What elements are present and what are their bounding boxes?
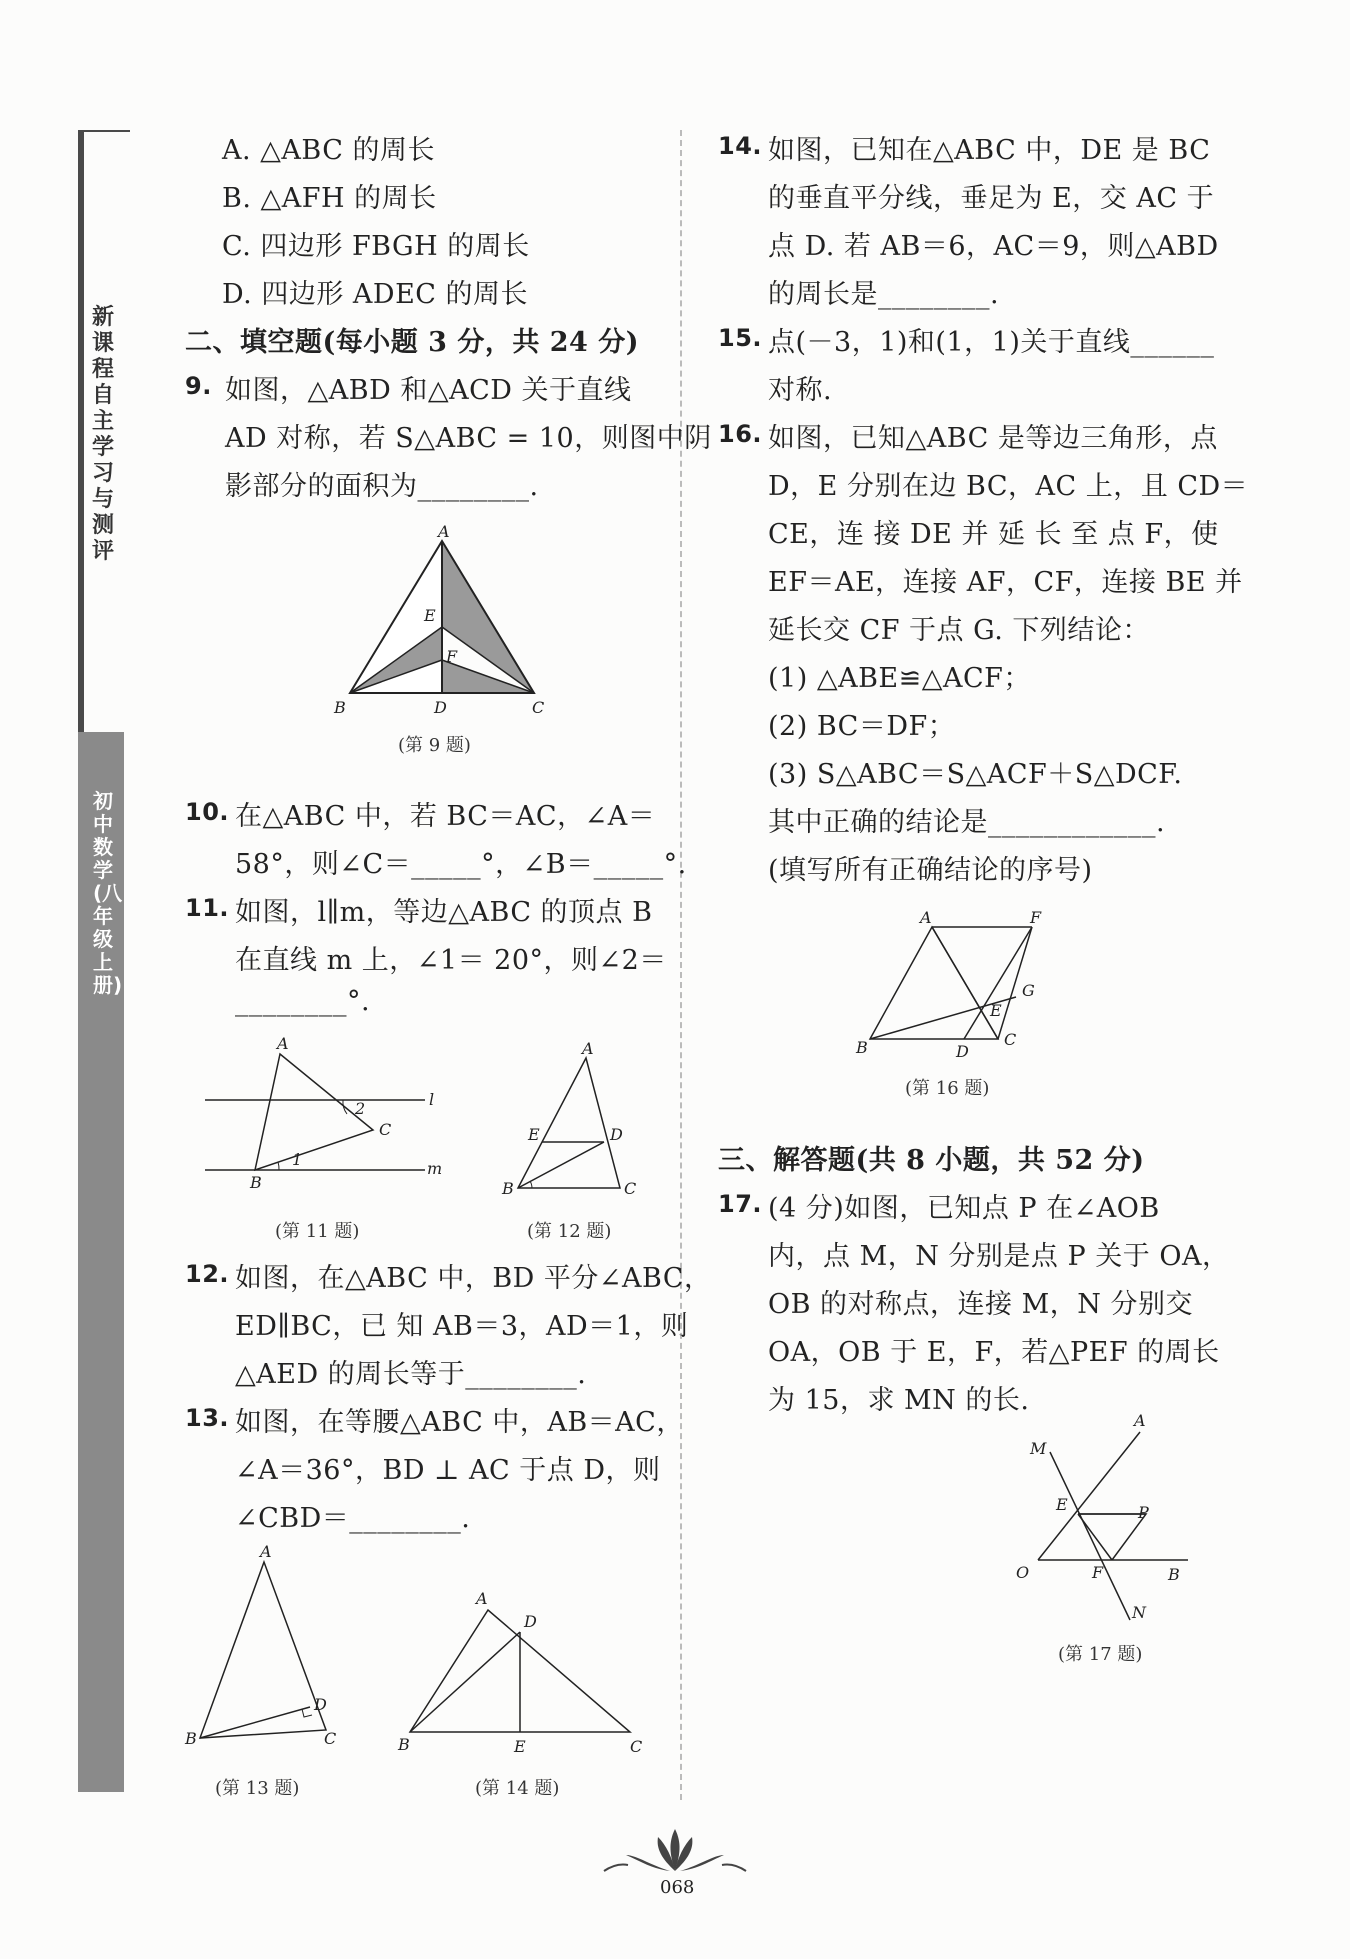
caption-q16: (第 16 题) [905, 1078, 990, 1099]
label-B: B [502, 1179, 514, 1198]
page-number: 068 [660, 1877, 695, 1898]
label-N: N [1132, 1603, 1146, 1622]
label-C: C [1004, 1030, 1017, 1049]
q16-line: (2) BC＝DF； [768, 711, 956, 742]
label-E: E [514, 1737, 526, 1756]
option-d: D. 四边形 ADEC 的周长 [222, 279, 529, 310]
q13-line: ∠A＝36°，BD ⊥ AC 于点 D，则 [235, 1455, 661, 1486]
label-O: O [1016, 1563, 1030, 1582]
q14-line: 点 D. 若 AB＝6，AC＝9，则△ABD [768, 231, 1219, 262]
label-M: M [1030, 1439, 1047, 1458]
q15-number: 15. [718, 324, 763, 352]
q15-line: 对称. [768, 375, 833, 406]
q10-line: 58°，则∠C＝_____°，∠B＝_____°. [235, 849, 687, 880]
label-A: A [438, 525, 450, 541]
sidebar-book-title: 新课程自主学习与测评 [92, 305, 115, 564]
option-b: B. △AFH 的周长 [222, 183, 437, 214]
q16-line: D，E 分别在边 BC，AC 上，且 CD＝ [768, 471, 1249, 502]
q14-number: 14. [718, 132, 763, 160]
q16-line: 如图，已知△ABC 是等边三角形，点 [768, 423, 1218, 454]
q9-line: 如图，△ABD 和△ACD 关于直线 [225, 375, 632, 406]
q10-line: 在△ABC 中，若 BC＝AC，∠A＝ [235, 801, 656, 832]
q17-line: 内，点 M，N 分别是点 P 关于 OA， [768, 1241, 1230, 1272]
label-C: C [379, 1120, 392, 1139]
label-F: F [446, 647, 458, 666]
q12-line: 如图，在△ABC 中，BD 平分∠ABC， [235, 1263, 712, 1294]
q12-line: △AED 的周长等于________. [235, 1359, 587, 1390]
q17-line: OA，OB 于 E，F，若△PEF 的周长 [768, 1337, 1220, 1368]
q12-line: ED∥BC，已 知 AB＝3，AD＝1，则 [235, 1311, 689, 1342]
q16-line: 其中正确的结论是____________. [768, 807, 1166, 838]
label-m: m [427, 1159, 443, 1178]
q12-number: 12. [185, 1260, 230, 1288]
label-D: D [610, 1125, 623, 1144]
option-a: A. △ABC 的周长 [222, 135, 436, 166]
q15-line: 点(－3，1)和(1，1)关于直线______ [768, 327, 1215, 358]
label-B: B [334, 698, 346, 717]
caption-q9: (第 9 题) [398, 735, 471, 756]
label-A: A [277, 1034, 289, 1053]
q13-line: 如图，在等腰△ABC 中，AB＝AC， [235, 1407, 684, 1438]
label-1: 1 [292, 1150, 303, 1169]
q9-line: 影部分的面积为________. [225, 471, 539, 502]
label-F: F [1092, 1563, 1104, 1582]
caption-q11: (第 11 题) [275, 1221, 360, 1242]
label-A: A [582, 1040, 594, 1058]
label-A: A [476, 1589, 488, 1608]
label-C: C [624, 1179, 637, 1198]
q11-number: 11. [185, 894, 230, 922]
q13-number: 13. [185, 1404, 230, 1432]
label-A: A [1134, 1411, 1146, 1430]
label-C: C [532, 698, 545, 717]
figure-q17 [1010, 1410, 1210, 1630]
label-B: B [1168, 1565, 1180, 1584]
q14-line: 如图，已知在△ABC 中，DE 是 BC [768, 135, 1211, 166]
q16-line: (3) S△ABC＝S△ACF＋S△DCF. [768, 759, 1183, 790]
q16-line: CE，连 接 DE 并 延 长 至 点 F，使 [768, 519, 1219, 550]
label-D: D [314, 1695, 327, 1714]
caption-q12: (第 12 题) [527, 1221, 612, 1242]
q16-line: (1) △ABE≌△ACF； [768, 663, 1031, 694]
caption-q17: (第 17 题) [1058, 1644, 1143, 1665]
q17-line: 为 15，求 MN 的长. [768, 1385, 1030, 1416]
label-B: B [185, 1729, 197, 1748]
section-answer: 三、解答题(共 8 小题，共 52 分) [718, 1145, 1145, 1176]
label-E: E [528, 1125, 540, 1144]
q13-line: ∠CBD＝________. [235, 1503, 471, 1534]
label-2: 2 [355, 1099, 366, 1118]
q11-line: 在直线 m 上，∠1＝ 20°，则∠2＝ [235, 945, 667, 976]
label-E: E [990, 1001, 1002, 1020]
q14-line: 的周长是________. [768, 279, 1000, 310]
caption-q14: (第 14 题) [475, 1778, 560, 1799]
q17-line: OB 的对称点，连接 M，N 分别交 [768, 1289, 1193, 1320]
q17-line: (4 分)如图，已知点 P 在∠AOB [768, 1193, 1160, 1224]
figure-q11 [195, 1032, 455, 1202]
q14-line: 的垂直平分线，垂足为 E，交 AC 于 [768, 183, 1215, 214]
label-F: F [1030, 908, 1042, 927]
label-B: B [856, 1038, 868, 1057]
label-C: C [630, 1737, 643, 1756]
sidebar-subject: 初中数学(八年级上册) [93, 789, 123, 997]
q9-number: 9. [185, 372, 212, 400]
caption-q13: (第 13 题) [215, 1778, 300, 1799]
column-divider [680, 130, 682, 1800]
q11-line: ________°. [235, 986, 371, 1017]
label-G: G [1022, 981, 1035, 1000]
q16-line: (填写所有正确结论的序号) [768, 855, 1093, 886]
q10-number: 10. [185, 798, 230, 826]
label-D: D [434, 698, 447, 717]
q9-line: AD 对称，若 S△ABC = 10，则图中阴 [225, 423, 712, 454]
q16-line: EF＝AE，连接 AF，CF，连接 BE 并 [768, 567, 1243, 598]
label-l: l [429, 1090, 435, 1109]
label-D: D [956, 1042, 969, 1061]
q16-line: 延长交 CF 于点 G. 下列结论： [768, 615, 1150, 646]
q16-number: 16. [718, 420, 763, 448]
figure-q12 [490, 1040, 660, 1210]
section-fill-in: 二、填空题(每小题 3 分，共 24 分) [185, 327, 640, 358]
label-D: D [524, 1612, 537, 1631]
q11-line: 如图，l∥m，等边△ABC 的顶点 B [235, 897, 653, 928]
label-A: A [920, 908, 932, 927]
label-P: P [1138, 1503, 1149, 1522]
label-E: E [1056, 1495, 1068, 1514]
figure-q14 [390, 1580, 660, 1760]
label-E: E [424, 606, 436, 625]
footer-ornament-icon [600, 1825, 750, 1875]
figure-q13 [180, 1540, 350, 1760]
figure-q9 [320, 525, 560, 725]
figure-q16 [850, 905, 1070, 1065]
label-C: C [324, 1729, 337, 1748]
label-B: B [250, 1173, 262, 1192]
option-c: C. 四边形 FBGH 的周长 [222, 231, 530, 262]
label-A: A [260, 1542, 272, 1561]
q17-number: 17. [718, 1190, 763, 1218]
label-B: B [398, 1735, 410, 1754]
